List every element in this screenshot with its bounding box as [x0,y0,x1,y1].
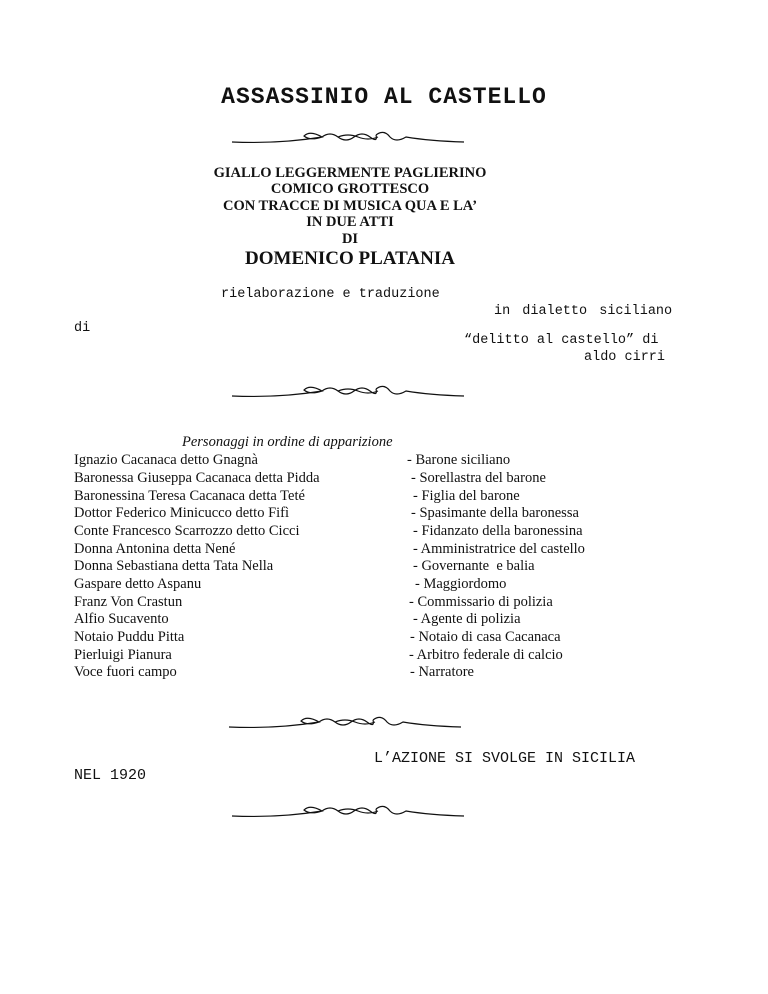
credits-line: “delitto al castello” di [464,333,659,348]
character-role: - Maggiordomo [415,576,507,592]
subtitle-line: DI [341,231,359,247]
flourish-divider-icon [230,801,466,823]
subtitle-line: CON TRACCE DI MUSICA QUA E LA’ [222,198,478,214]
character-name: Donna Antonina detta Nené [74,541,236,557]
character-name: Baronessina Teresa Cacanaca detta Teté [74,488,305,504]
character-name: Voce fuori campo [74,664,177,680]
character-name: Franz Von Crastun [74,594,183,610]
cast-heading: Personaggi in ordine di apparizione [182,434,393,450]
character-role: - Arbitro federale di calcio [409,647,563,663]
credits-line: aldo cirri [584,350,666,365]
credits-line: rielaborazione e traduzione [221,287,440,302]
flourish-divider-icon [230,127,466,149]
credits-line: di [74,321,91,336]
setting-line: L’AZIONE SI SVOLGE IN SICILIA [374,750,636,767]
subtitle-line: GIALLO LEGGERMENTE PAGLIERINO [213,165,487,181]
flourish-divider-icon [227,712,463,734]
character-role: - Sorellastra del barone [411,470,546,486]
author-name: DOMENICO PLATANIA [245,248,455,269]
credits-line: in dialetto siciliano [494,304,673,319]
character-role: - Figlia del barone [413,488,520,504]
character-role: - Barone siciliano [407,452,511,468]
character-name: Pierluigi Pianura [74,647,172,663]
character-name: Alfio Sucavento [74,611,169,627]
character-role: - Narratore [410,664,474,680]
character-name: Baronessa Giuseppa Cacanaca detta Pidda [74,470,320,486]
character-role: - Agente di polizia [413,611,521,627]
character-role: - Commissario di polizia [409,594,553,610]
character-name: Conte Francesco Scarrozzo detto Cicci [74,523,300,539]
character-role: - Governante e balia [413,558,535,574]
character-name: Ignazio Cacanaca detto Gnagnà [74,452,258,468]
flourish-divider-icon [230,381,466,403]
character-name: Gaspare detto Aspanu [74,576,202,592]
subtitle-line: COMICO GROTTESCO [270,181,430,197]
subtitle-line: IN DUE ATTI [306,214,394,230]
character-role: - Notaio di casa Cacanaca [410,629,561,645]
page-title: ASSASSINIO AL CASTELLO [221,84,547,110]
character-role: - Spasimante della baronessa [411,505,579,521]
character-name: Dottor Federico Minicucco detto Fifì [74,505,290,521]
character-role: - Fidanzato della baronessina [413,523,583,539]
setting-line: NEL 1920 [74,767,147,784]
character-name: Donna Sebastiana detta Tata Nella [74,558,274,574]
character-name: Notaio Puddu Pitta [74,629,185,645]
character-role: - Amministratrice del castello [413,541,585,557]
